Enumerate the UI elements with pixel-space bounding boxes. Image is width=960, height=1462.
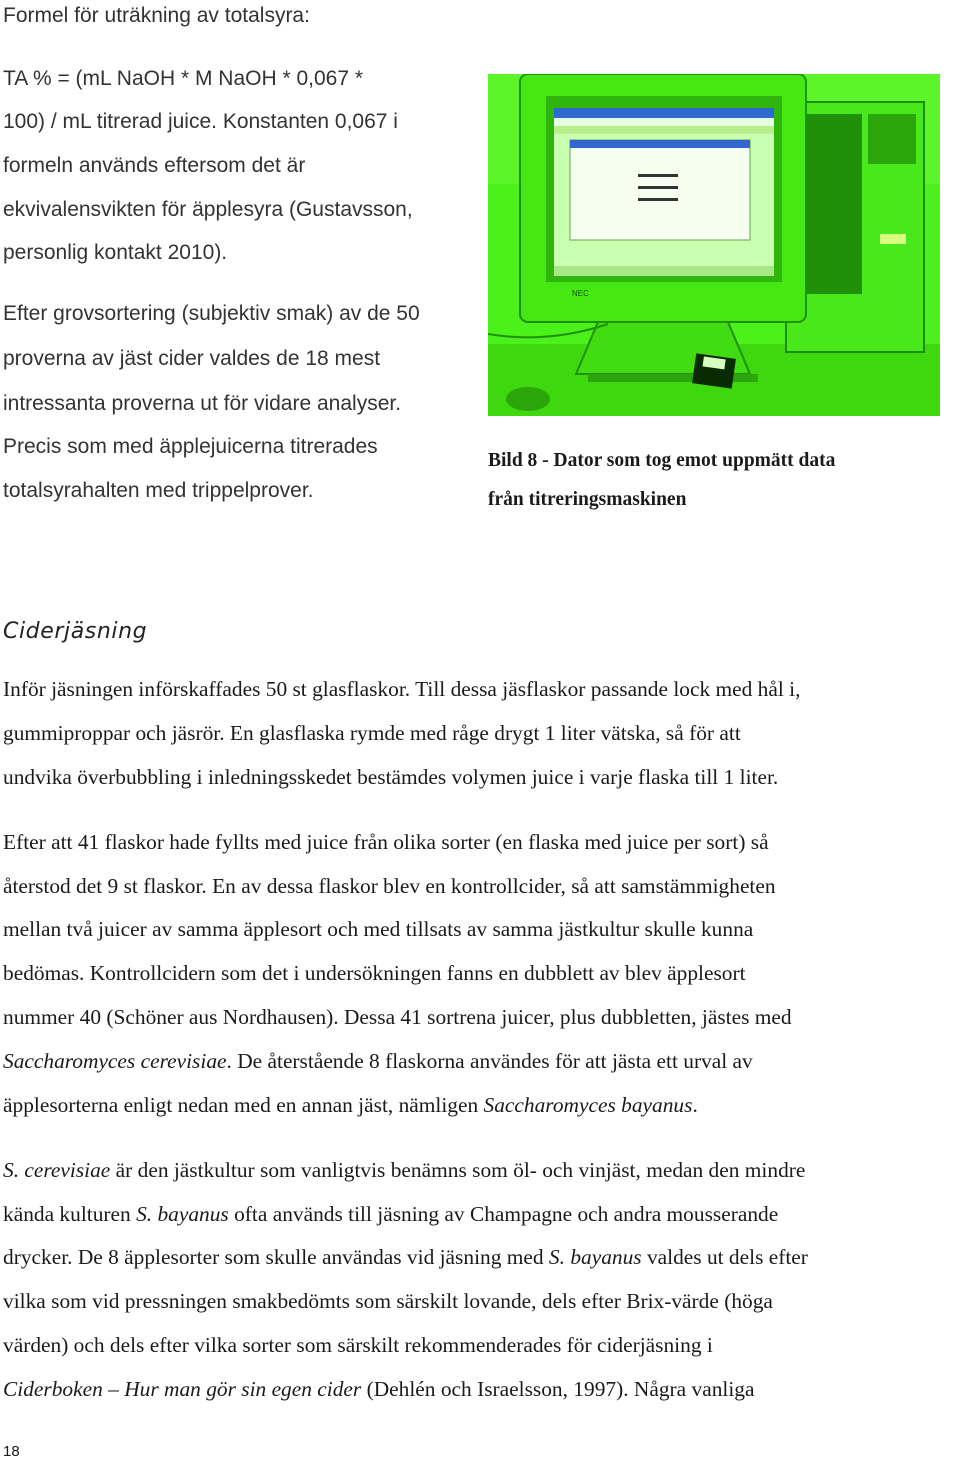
- para2-line-2: återstod det 9 st flaskor. En av dessa flaskor blev en kontrollcider, så att samstämmigheten: [3, 874, 776, 898]
- para3-line-3-start: drycker. De 8 äpplesorter som skulle användas vid jäsning med: [3, 1245, 549, 1269]
- book-title: Ciderboken – Hur man gör sin egen cider: [3, 1377, 362, 1401]
- para3-line-1-text: är den jästkultur som vanligtvis benämns som öl- och vinjäst, medan den mindre: [110, 1158, 806, 1182]
- para3-line-1: [3, 1160, 805, 1181]
- para3-line-3-text: valdes ut dels efter: [641, 1245, 808, 1269]
- para2-line-7-end: .: [692, 1093, 698, 1117]
- figure-caption-line-2: från titreringsmaskinen: [488, 489, 687, 510]
- para2-line-6: [3, 1051, 753, 1072]
- formula-line-3: formeln används eftersom det är: [3, 154, 306, 177]
- formula-line-5: personlig kontakt 2010).: [3, 241, 228, 264]
- para2-line-3: mellan två juicer av samma äpplesort och med tillsats av samma jästkultur skulle kunna: [3, 917, 754, 941]
- species-name: Saccharomyces cerevisiae: [3, 1049, 227, 1073]
- para3-line-4: vilka som vid pressningen smakbedömts som särskilt lovande, dels efter Brix-värde (höga: [3, 1289, 773, 1313]
- figure-caption-line-1: Bild 8 - Dator som tog emot uppmätt data: [488, 450, 836, 471]
- para2-line-4: bedömas. Kontrollcidern som det i undersökningen fanns en dubblett av blev äpplesort: [3, 961, 746, 985]
- para3-line-5: värden) och dels efter vilka sorter som särskilt rekommenderades för ciderjäsning i: [3, 1333, 713, 1357]
- para2-line-5: nummer 40 (Schöner aus Nordhausen). Dessa 41 sortrena juicer, plus dubbletten, jästes med: [3, 1005, 792, 1029]
- sorting-line-2: proverna av jäst cider valdes de 18 mest: [3, 347, 381, 370]
- svg-text:NEC: NEC: [572, 289, 589, 298]
- para2-line-1: Efter att 41 flaskor hade fyllts med juice från olika sorter (en flaska med juice per sort) så: [3, 830, 769, 854]
- species-name: Saccharomyces bayanus: [483, 1093, 693, 1117]
- formula-line-2: 100) / mL titrerad juice. Konstanten 0,067 i: [3, 110, 398, 133]
- species-name: S. cerevisiae: [3, 1158, 111, 1182]
- formula-line-1: TA % = (mL NaOH * M NaOH * 0,067 *: [3, 67, 364, 90]
- para3-line-2-start: kända kulturen: [3, 1202, 137, 1226]
- sorting-line-5: totalsyrahalten med trippelprover.: [3, 479, 314, 502]
- para2-line-7: [3, 1095, 698, 1116]
- para3-line-2-text: ofta används till jäsning av Champagne och andra mousserande: [228, 1202, 779, 1226]
- para1-line-3: undvika överbubbling i inledningsskedet bestämdes volymen juice i varje flaska till 1 liter.: [3, 765, 779, 789]
- sorting-line-3: intressanta proverna ut för vidare analyser.: [3, 392, 402, 415]
- section-heading: Ciderjäsning: [3, 619, 148, 644]
- computer-photo: [488, 74, 940, 416]
- para3-line-6: [3, 1379, 754, 1400]
- page-number: 18: [3, 1443, 20, 1460]
- para3-line-6-text: (Dehlén och Israelsson, 1997). Några vanliga: [361, 1377, 755, 1401]
- para3-line-3: [3, 1247, 808, 1268]
- para2-line-6-text: . De återstående 8 flaskorna användes för att jästa ett urval av: [226, 1049, 753, 1073]
- formula-line-4: ekvivalensvikten för äpplesyra (Gustavsson,: [3, 198, 413, 221]
- para1-line-1: Inför jäsningen införskaffades 50 st glasflaskor. Till dessa jäsflaskor passande lock med hål i,: [3, 677, 801, 701]
- para1-line-2: gummiproppar och jäsrör. En glasflaska rymde med råge drygt 1 liter vätska, så för att: [3, 721, 741, 745]
- intro-line-1: Formel för uträkning av totalsyra:: [3, 4, 310, 27]
- sorting-line-4: Precis som med äpplejuicerna titrerades: [3, 435, 378, 458]
- sorting-line-1: Efter grovsortering (subjektiv smak) av de 50: [3, 302, 420, 325]
- species-name: S. bayanus: [136, 1202, 229, 1226]
- species-name: S. bayanus: [548, 1245, 642, 1269]
- para3-line-2: [3, 1204, 778, 1225]
- computer-illustration: [488, 74, 940, 416]
- para2-line-7-text: äpplesorterna enligt nedan med en annan jäst, nämligen: [3, 1093, 484, 1117]
